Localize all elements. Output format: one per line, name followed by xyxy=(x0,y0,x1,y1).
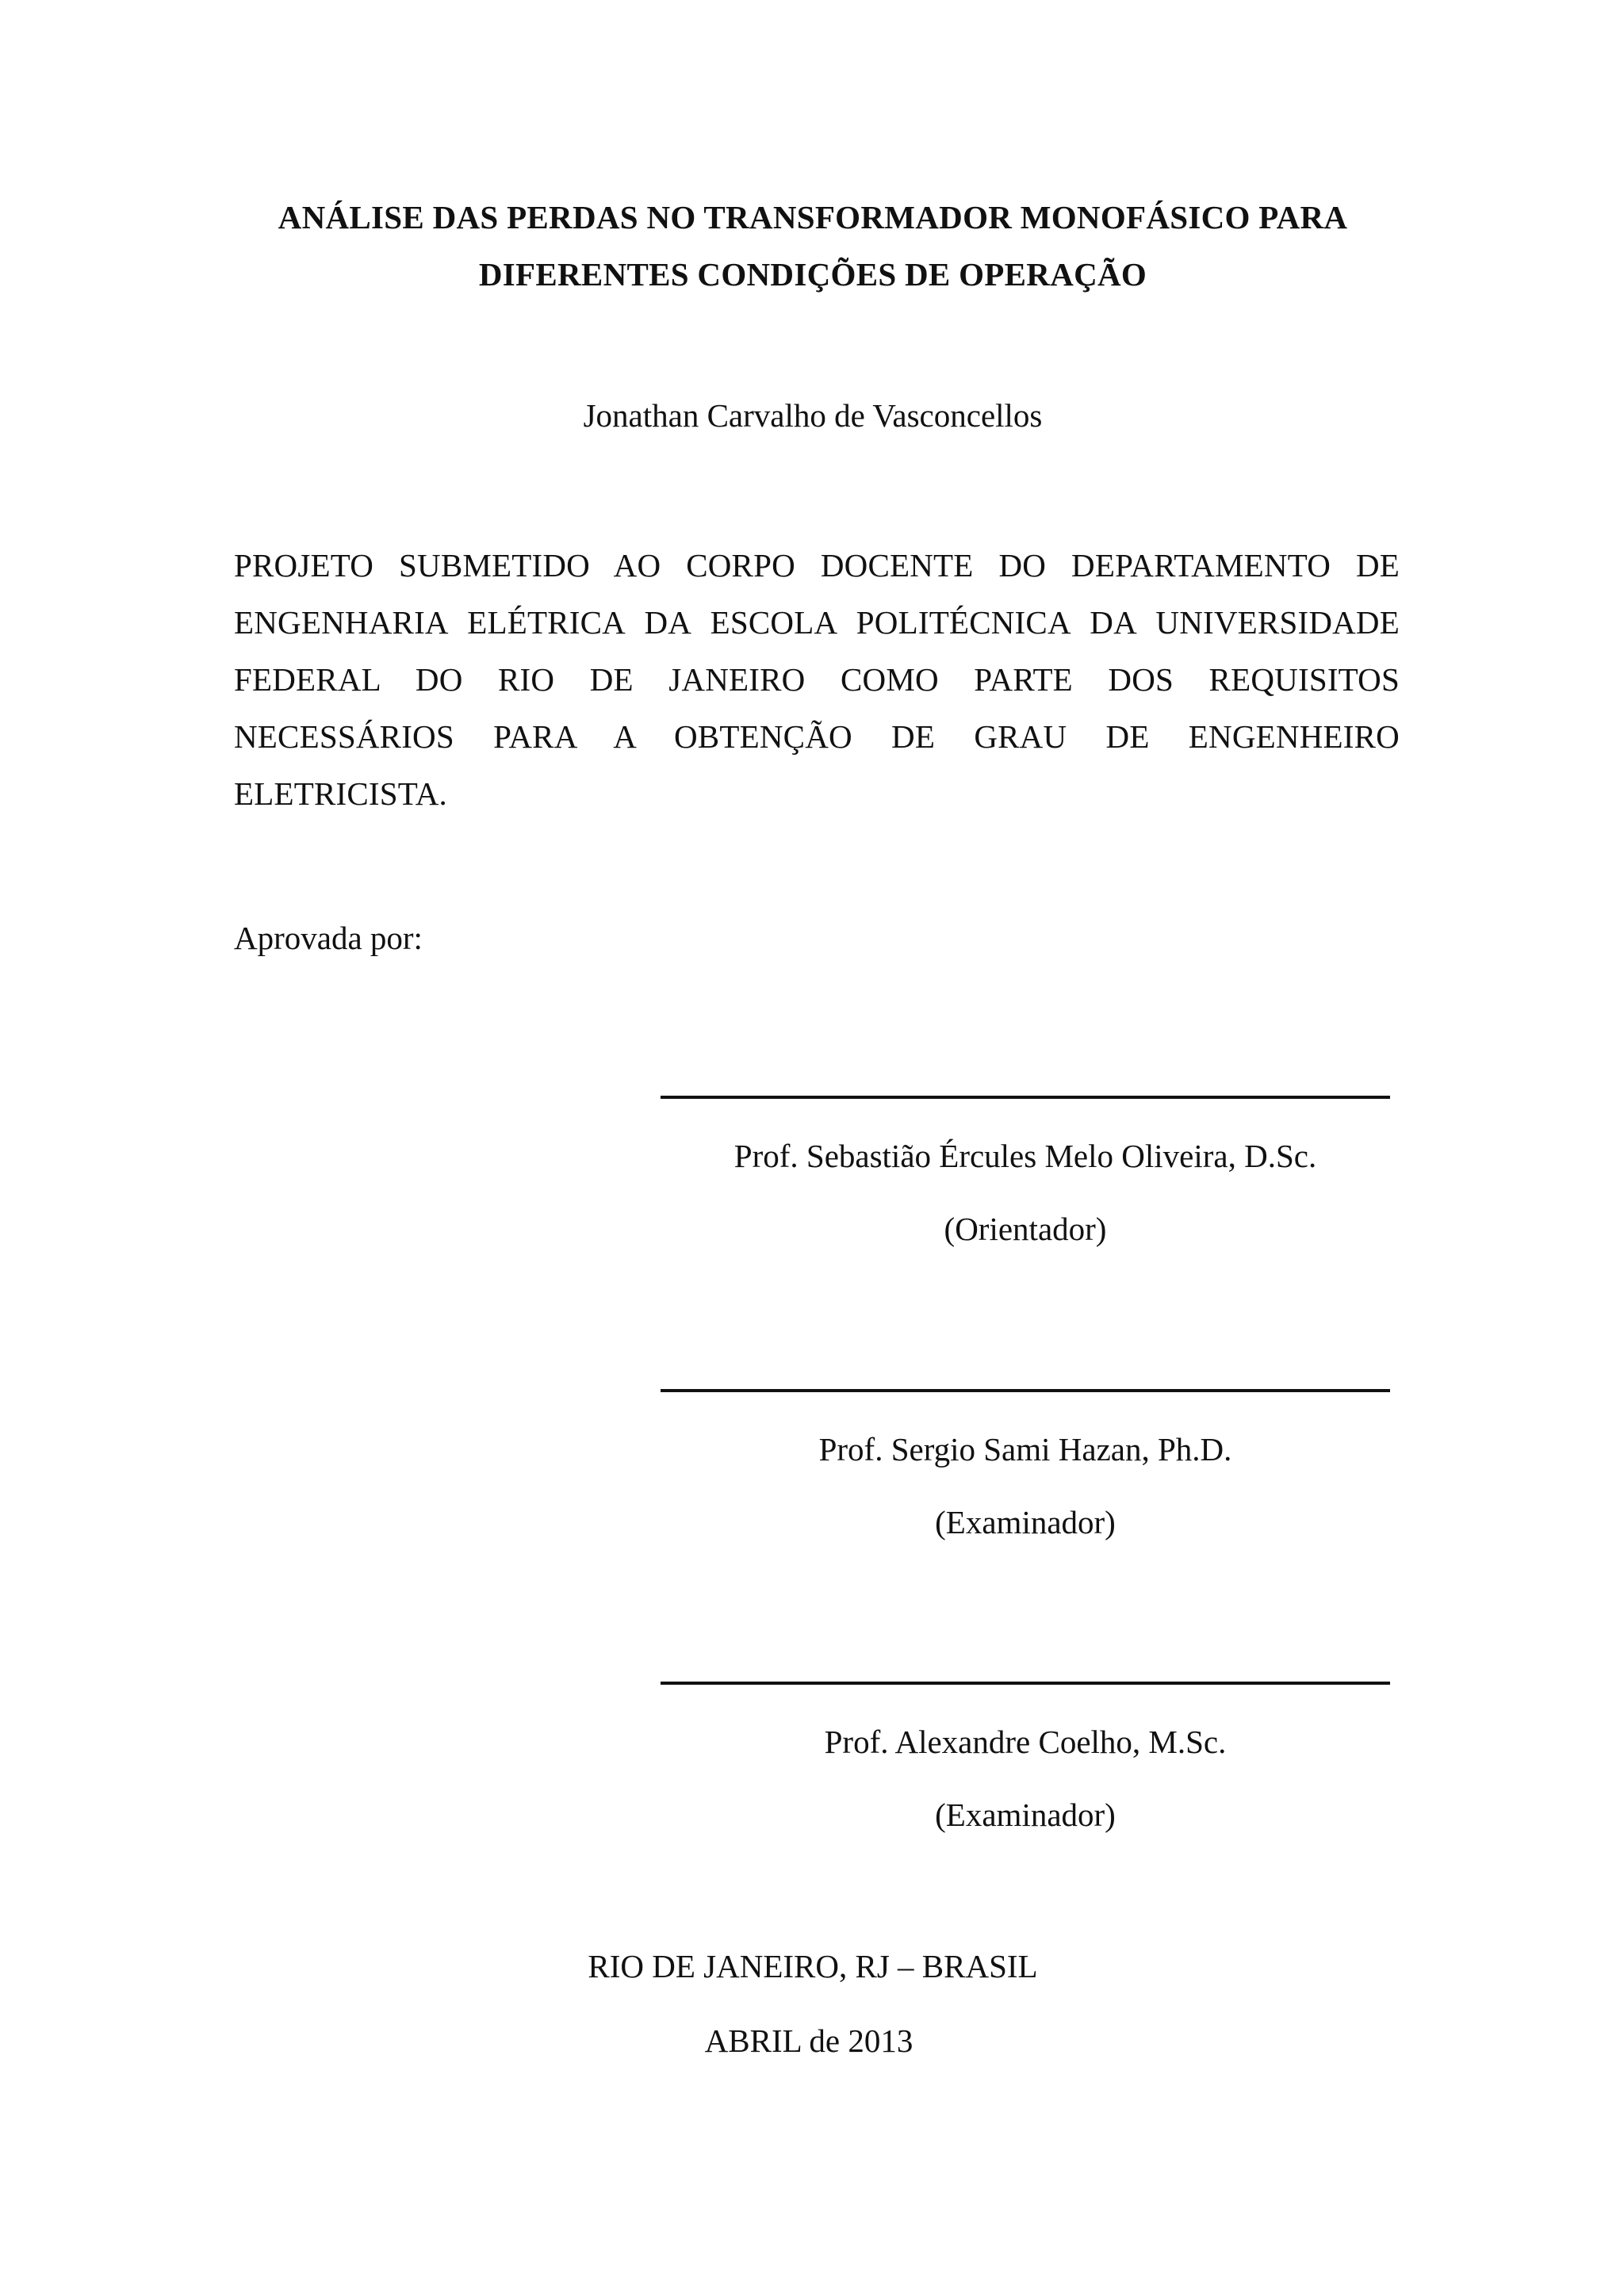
signature-block-advisor xyxy=(661,1096,1390,1251)
examiner-name: Prof. Sergio Sami Hazan, Ph.D. xyxy=(818,1431,1232,1468)
examiner-name: Prof. Sebastião Ércules Melo Oliveira, D.Sc. xyxy=(733,1138,1317,1174)
document-title xyxy=(254,189,1372,303)
examiner-role: (Examinador) xyxy=(935,1504,1116,1540)
author-name: Jonathan Carvalho de Vasconcellos xyxy=(583,397,1043,434)
examiner-role: (Orientador) xyxy=(944,1211,1107,1247)
signature-line xyxy=(661,1682,1390,1685)
submission-statement: PROJETO SUBMETIDO AO CORPO DOCENTE DO DEPARTAMENTO DE ENGENHARIA ELÉTRICA DA ESCOLA POLITÉCNICA DA UNIVERSIDADE FEDERAL DO RIO DE JANEIRO COMO PARTE DOS REQUISITOS NECESSÁRIOS PARA A OBTENÇÃO DE GRAU DE ENGENHEIRO ELETRICISTA. xyxy=(234,547,1400,812)
approved-by-label: Aprovada por: xyxy=(234,920,423,956)
place-line: RIO DE JANEIRO, RJ – BRASIL xyxy=(588,1948,1038,1984)
signature-line xyxy=(661,1096,1390,1099)
title-line-2: DIFERENTES CONDIÇÕES DE OPERAÇÃO xyxy=(478,256,1147,293)
signature-block-examiner-2 xyxy=(661,1682,1390,1837)
date-line: ABRIL de 2013 xyxy=(704,2022,914,2059)
signature-line xyxy=(661,1389,1390,1392)
examiner-name: Prof. Alexandre Coelho, M.Sc. xyxy=(824,1724,1227,1760)
examiner-role: (Examinador) xyxy=(935,1797,1116,1833)
signature-block-examiner-1 xyxy=(661,1389,1390,1544)
title-line-1: ANÁLISE DAS PERDAS NO TRANSFORMADOR MONOFÁSICO PARA xyxy=(278,199,1348,235)
